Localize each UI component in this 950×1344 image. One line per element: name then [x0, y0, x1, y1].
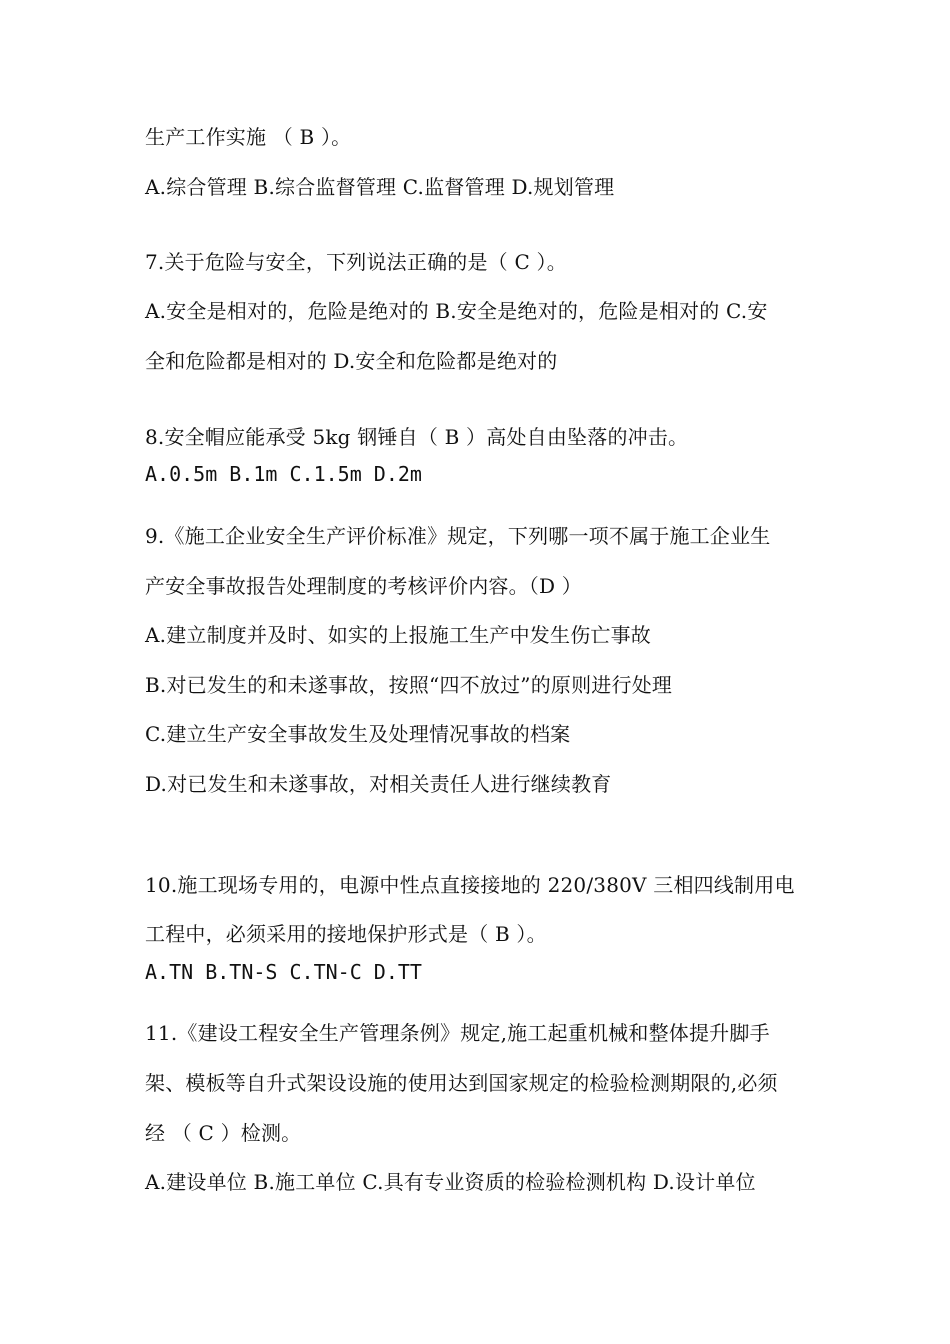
question-11-stem-line-1: 11.《建设工程安全生产管理条例》规定,施工起重机械和整体提升脚手	[145, 1021, 770, 1045]
question-9-stem-line-1: 9.《施工企业安全生产评价标准》规定，下列哪一项不属于施工企业生	[145, 524, 771, 548]
question-10-stem-line-2: 工程中，必须采用的接地保护形式是（ B ）。	[145, 922, 547, 946]
question-8-options: A.0.5m B.1m C.1.5m D.2m	[145, 462, 422, 486]
question-9-option-c: C.建立生产安全事故发生及处理情况事故的档案	[145, 722, 571, 746]
question-6-stem-end: 生产工作实施 （ B ）。	[145, 125, 352, 149]
question-10-options: A.TN B.TN-S C.TN-C D.TT	[145, 960, 422, 984]
question-10-stem-line-1: 10.施工现场专用的，电源中性点直接接地的 220/380V 三相四线制用电	[145, 873, 795, 897]
question-7-options-line-2: 全和危险都是相对的 D.安全和危险都是绝对的	[145, 349, 558, 373]
question-9-stem-line-2: 产安全事故报告处理制度的考核评价内容。（D ）	[145, 574, 582, 598]
question-9-option-b: B.对已发生的和未遂事故，按照“四不放过”的原则进行处理	[145, 673, 673, 697]
question-9-option-d: D.对已发生和未遂事故，对相关责任人进行继续教育	[145, 772, 612, 796]
question-9-option-a: A.建立制度并及时、如实的上报施工生产中发生伤亡事故	[145, 623, 652, 647]
question-11-options: A.建设单位 B.施工单位 C.具有专业资质的检验检测机构 D.设计单位	[145, 1170, 756, 1194]
question-8-stem: 8.安全帽应能承受 5kg 钢锤自（ B ）高处自由坠落的冲击。	[145, 425, 689, 449]
question-11-stem-line-3: 经 （ C ）检测。	[145, 1121, 302, 1145]
question-7-stem: 7.关于危险与安全，下列说法正确的是（ C ）。	[145, 250, 567, 274]
question-7-options-line-1: A.安全是相对的，危险是绝对的 B.安全是绝对的，危险是相对的 C.安	[145, 299, 768, 323]
question-11-stem-line-2: 架、模板等自升式架设设施的使用达到国家规定的检验检测期限的,必须	[145, 1071, 778, 1095]
question-6-options: A.综合管理 B.综合监督管理 C.监督管理 D.规划管理	[145, 175, 615, 199]
